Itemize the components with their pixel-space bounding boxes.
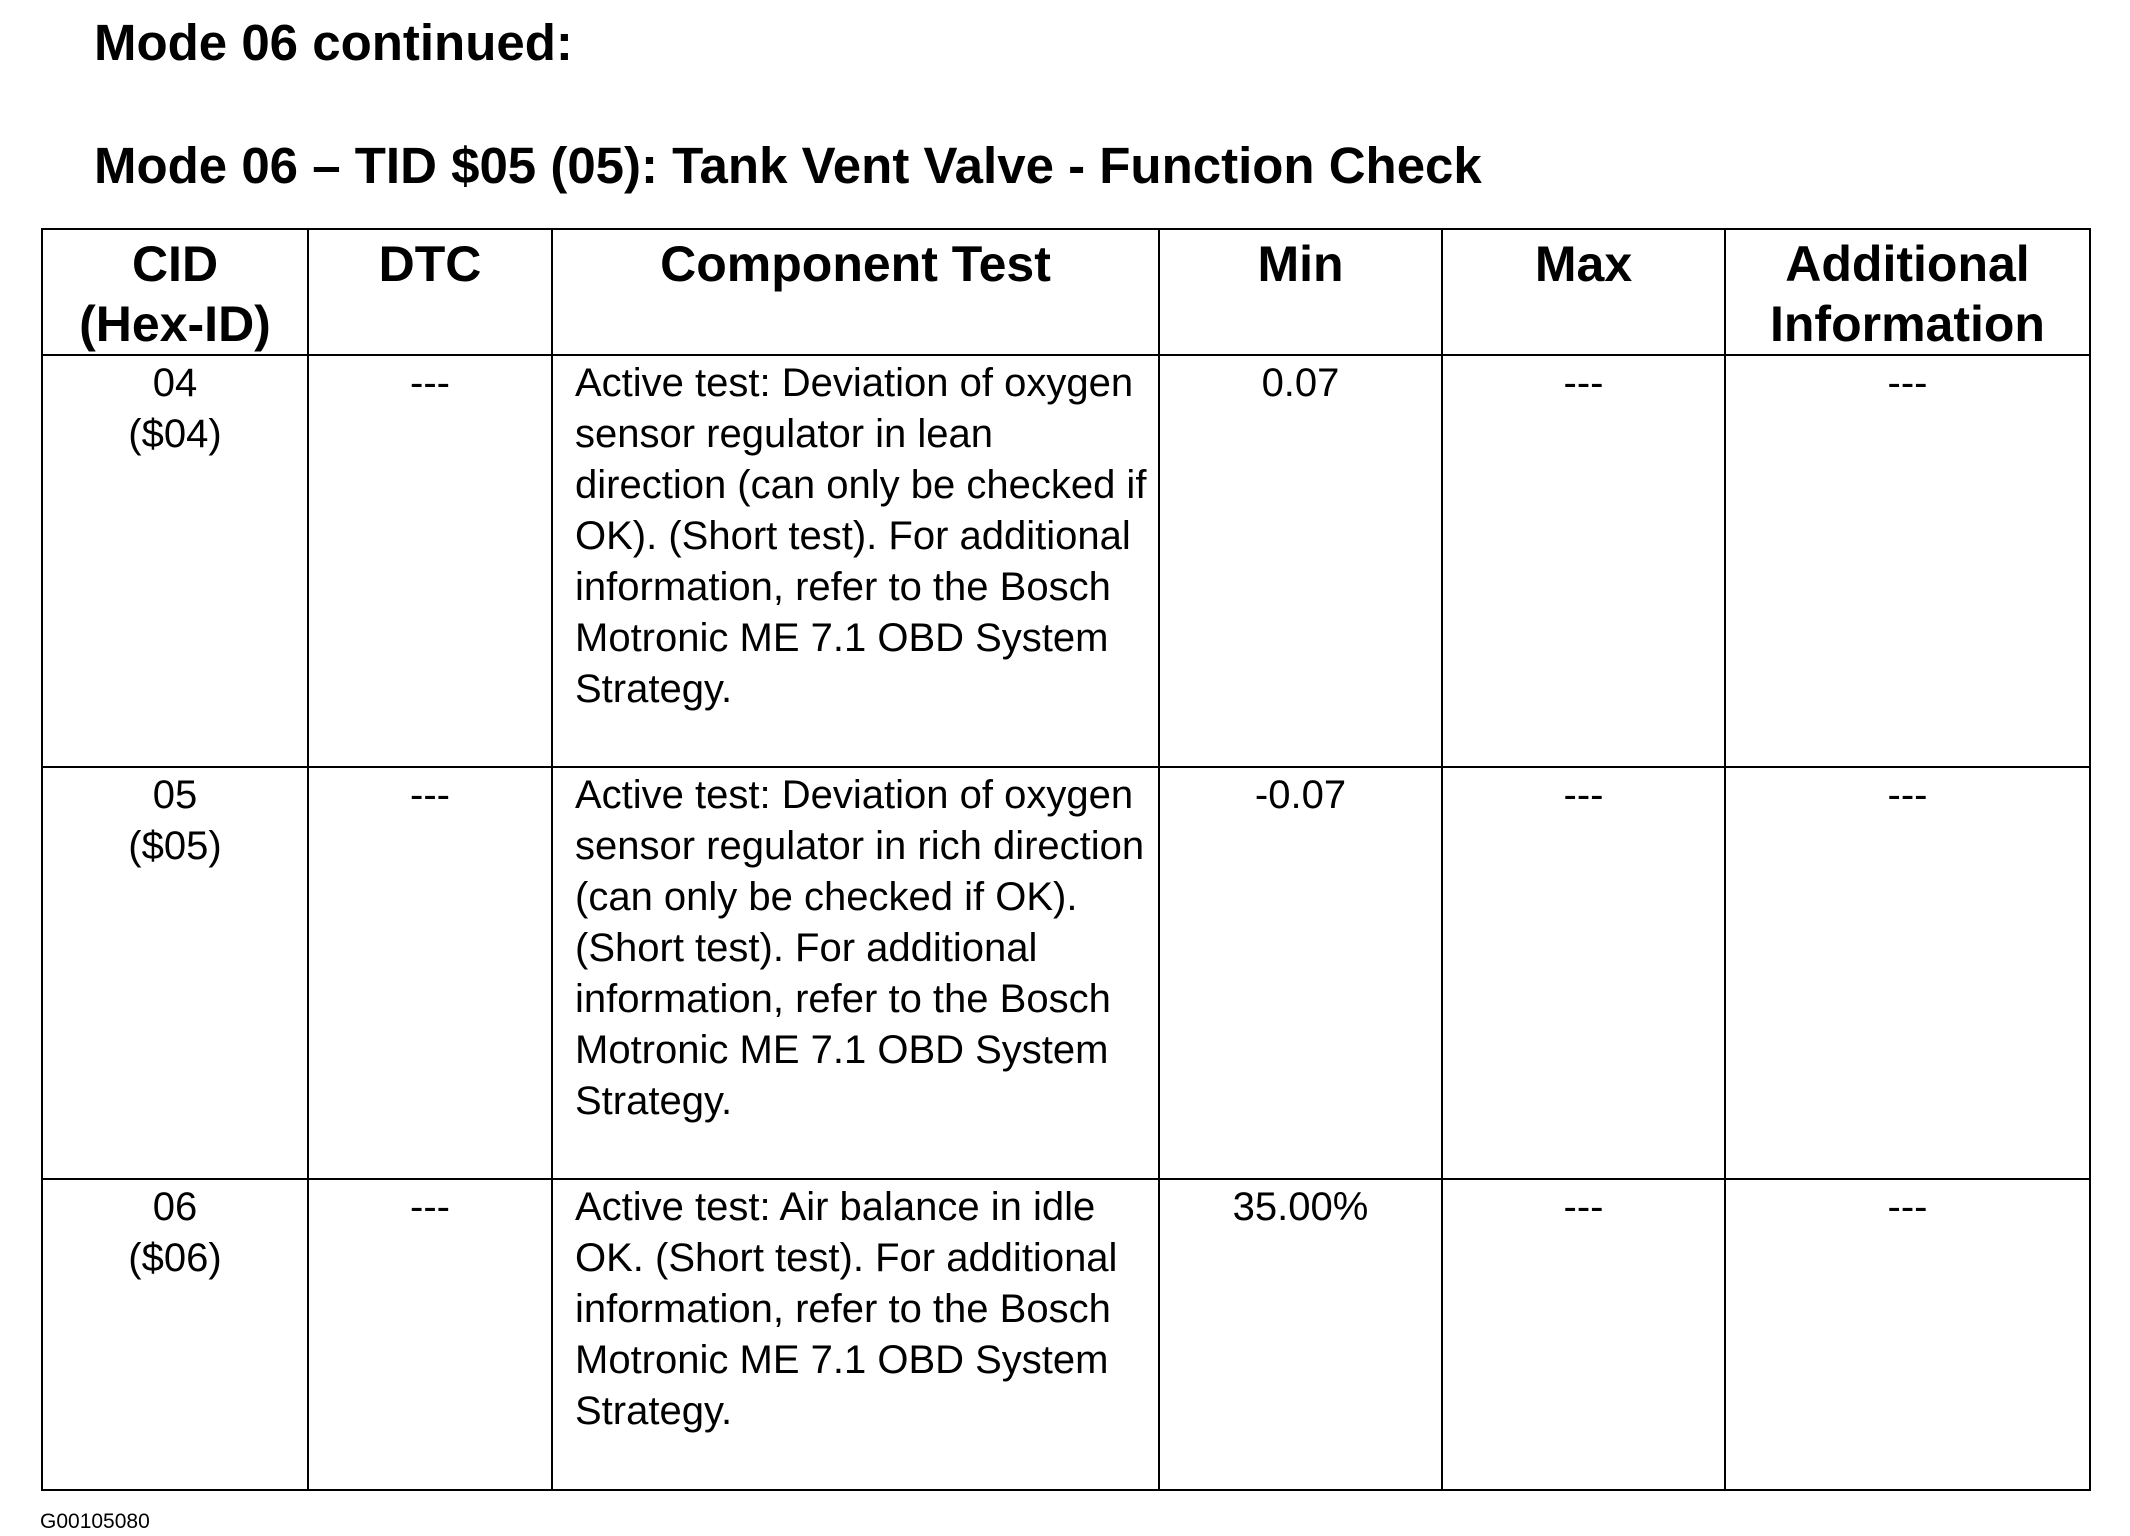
- column-header-additional-information: [1725, 229, 2090, 355]
- cell-cid: [42, 767, 308, 1179]
- cell-dtc: ---: [308, 1179, 552, 1490]
- cid-value: 04: [152, 361, 198, 405]
- cid-hex-value: ($06): [128, 1236, 222, 1280]
- column-header-min: [1159, 229, 1442, 355]
- cell-cid: [42, 1179, 308, 1490]
- column-header-line: CID: [131, 236, 219, 292]
- cell-component-test: Active test: Air balance in idle OK. (Short test). For additional information, refer to the Bosch Motronic ME 7.1 OBD System Strategy.: [552, 1179, 1159, 1490]
- cell-max: ---: [1442, 767, 1725, 1179]
- column-header-line: Max: [1534, 236, 1633, 292]
- column-header-cid: [42, 229, 308, 355]
- cell-cid: [42, 355, 308, 767]
- cell-min: -0.07: [1159, 767, 1442, 1179]
- column-header-line: Information: [1770, 296, 2045, 352]
- column-header-dtc: [308, 229, 552, 355]
- cell-additional-information: ---: [1725, 767, 2090, 1179]
- table-title: Mode 06 – TID $05 (05): Tank Vent Valve - Function Check: [94, 137, 1482, 194]
- column-header-line: Component Test: [660, 236, 1051, 292]
- cell-max: ---: [1442, 355, 1725, 767]
- column-header-line: Additional: [1785, 236, 2030, 292]
- cid-value: 05: [152, 773, 198, 817]
- cid-value: 06: [152, 1185, 198, 1229]
- cell-min: 0.07: [1159, 355, 1442, 767]
- column-header-line: (Hex-ID): [79, 296, 271, 352]
- cell-component-test: Active test: Deviation of oxygen sensor regulator in lean direction (can only be checked if OK). (Short test). For additional information, refer to the Bosch Motronic ME 7.1 OBD System Strategy.: [552, 355, 1159, 767]
- section-heading: Mode 06 continued:: [94, 14, 573, 71]
- table-row: [42, 1179, 2090, 1490]
- column-header-max: [1442, 229, 1725, 355]
- table-row: [42, 355, 2090, 767]
- mode06-table: [41, 228, 2091, 1491]
- cell-additional-information: ---: [1725, 355, 2090, 767]
- cell-dtc: ---: [308, 355, 552, 767]
- cell-additional-information: ---: [1725, 1179, 2090, 1490]
- figure-id-label: G00105080: [40, 1510, 150, 1533]
- cell-dtc: ---: [308, 767, 552, 1179]
- column-header-component-test: [552, 229, 1159, 355]
- table-row: [42, 767, 2090, 1179]
- cid-hex-value: ($04): [128, 412, 222, 456]
- column-header-line: DTC: [378, 236, 482, 292]
- cell-max: ---: [1442, 1179, 1725, 1490]
- column-header-line: Min: [1257, 236, 1344, 292]
- cell-component-test: Active test: Deviation of oxygen sensor regulator in rich direction (can only be checked if OK). (Short test). For additional information, refer to the Bosch Motronic ME 7.1 OBD System Strategy.: [552, 767, 1159, 1179]
- cell-min: 35.00%: [1159, 1179, 1442, 1490]
- table-header-row: [42, 229, 2090, 355]
- cid-hex-value: ($05): [128, 824, 222, 868]
